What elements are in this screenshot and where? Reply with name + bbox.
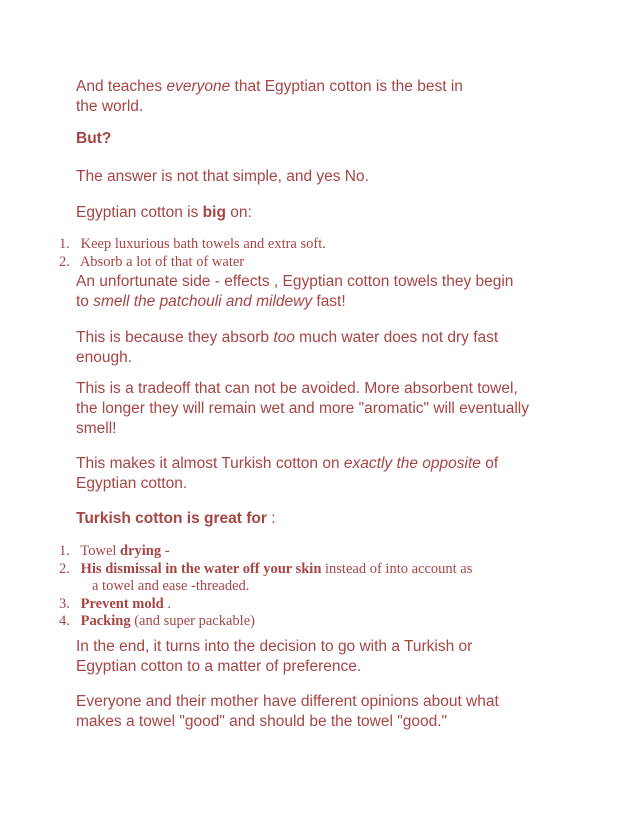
list-item bbox=[59, 236, 579, 254]
list-item-bold: Packing bbox=[80, 613, 131, 629]
list-item-bold: Prevent mold bbox=[80, 595, 164, 612]
list-item-text: (and super packable) bbox=[130, 613, 255, 629]
text: The answer is not that simple, and yes No. bbox=[76, 168, 369, 185]
list-item bbox=[59, 561, 579, 596]
text: smell! bbox=[76, 420, 117, 437]
text: In the end, it turns into the decision to go with a Turkish or bbox=[76, 638, 473, 655]
text: much water does not dry fast bbox=[294, 329, 499, 346]
list-item-bold: His dismissal in the water off your skin bbox=[80, 560, 322, 577]
list-item-text: Towel bbox=[80, 543, 121, 559]
text: Egyptian cotton to a matter of preference. bbox=[76, 658, 362, 675]
list-number: 4. bbox=[59, 613, 70, 629]
paragraph-turkish-heading bbox=[76, 509, 576, 529]
emphasis: smell the patchouli and mildewy bbox=[93, 293, 313, 310]
list-item bbox=[59, 254, 579, 272]
list-item-text: - bbox=[161, 543, 170, 559]
paragraph-but bbox=[76, 129, 576, 149]
paragraph-conclusion bbox=[76, 637, 576, 677]
list-item-text: instead of into account as bbox=[321, 560, 473, 577]
emphasis: exactly the opposite bbox=[343, 455, 481, 472]
text: of bbox=[480, 455, 499, 472]
list-item bbox=[59, 613, 579, 631]
emphasis: too bbox=[273, 329, 295, 346]
list-number: 1. bbox=[59, 236, 70, 252]
paragraph-tradeoff bbox=[76, 379, 576, 439]
text: Egyptian cotton is bbox=[76, 204, 203, 221]
text: Egyptian cotton. bbox=[76, 475, 188, 492]
text: This is because they absorb bbox=[76, 329, 274, 346]
bold-text: big bbox=[202, 204, 226, 221]
text: makes a towel "good" and should be the towel "good." bbox=[76, 713, 448, 730]
list-number: 2. bbox=[59, 560, 70, 577]
list-number: 2. bbox=[59, 253, 70, 270]
list-item-text: . bbox=[163, 595, 171, 612]
paragraph-opinions bbox=[76, 692, 576, 732]
text: enough. bbox=[76, 349, 133, 366]
emphasis: everyone bbox=[166, 78, 231, 95]
numbered-list-turkish bbox=[59, 543, 579, 631]
paragraph-absorb bbox=[76, 328, 576, 368]
text: on: bbox=[225, 204, 252, 221]
text: Everyone and their mother have different opinions about what bbox=[76, 693, 499, 710]
list-item bbox=[59, 596, 579, 614]
text: And teaches bbox=[76, 78, 167, 95]
text: This is a tradeoff that can not be avoided. More absorbent towel, bbox=[76, 380, 518, 397]
list-item bbox=[59, 543, 579, 561]
bold-heading: But? bbox=[76, 130, 112, 147]
text: fast! bbox=[312, 293, 346, 310]
paragraph-turkish-opposite bbox=[76, 454, 576, 494]
text: the longer they will remain wet and more "aromatic" will eventually bbox=[76, 400, 529, 417]
numbered-list-egyptian bbox=[59, 236, 579, 271]
paragraph-egyptian-big bbox=[76, 203, 576, 223]
paragraph-intro bbox=[76, 77, 576, 117]
paragraph-side-effects bbox=[76, 272, 576, 312]
text: This makes it almost Turkish cotton on bbox=[76, 455, 344, 472]
text: An unfortunate side - effects , Egyptian cotton towels they begin bbox=[76, 273, 514, 290]
list-number: 3. bbox=[59, 595, 70, 612]
list-item-bold: drying bbox=[120, 543, 162, 559]
text: that Egyptian cotton is the best in bbox=[230, 78, 463, 95]
text: to bbox=[76, 293, 94, 310]
bold-heading: Turkish cotton is great for bbox=[76, 510, 267, 527]
list-item-text: Keep luxurious bath towels and extra soft. bbox=[80, 236, 326, 252]
list-number: 1. bbox=[59, 543, 70, 559]
list-item-continuation: a towel and ease -threaded. bbox=[92, 578, 250, 594]
text: the world. bbox=[76, 98, 144, 115]
text: : bbox=[266, 510, 276, 527]
paragraph-answer bbox=[76, 167, 576, 187]
list-item-text: Absorb a lot of that of water bbox=[79, 253, 245, 270]
